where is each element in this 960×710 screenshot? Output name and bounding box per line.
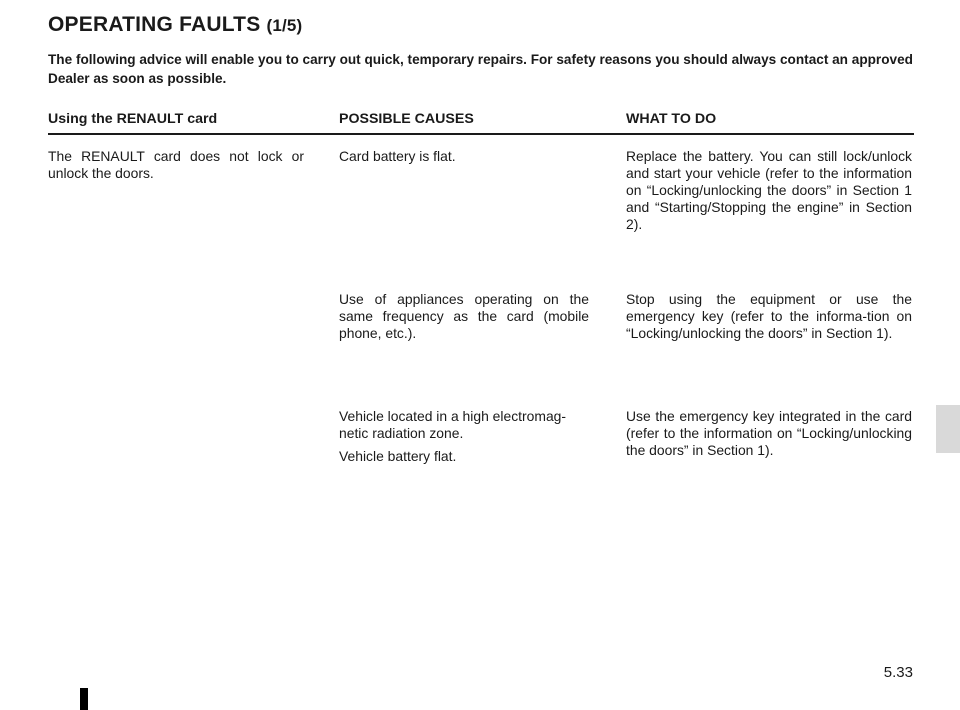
action-emergency-key: Use the emergency key integrated in the card (refer to the information on “Locking/unlocking the doors” in Section 1). xyxy=(626,408,912,458)
section-side-tab xyxy=(936,405,960,453)
page-title xyxy=(48,13,302,37)
intro-text: The following advice will enable you to carry out quick, temporary repairs. For safety reasons you should always contact an approved Dealer as soon as possible. xyxy=(48,52,913,86)
action-stop-equipment: Stop using the equipment or use the emergency key (refer to the informa-tion on “Locking/unlocking the doors” in Section 1). xyxy=(626,291,912,341)
title-part: (1/5) xyxy=(266,16,303,35)
cause-vehicle-battery: Vehicle battery flat. xyxy=(339,448,457,464)
action-replace-battery: Replace the battery. You can still lock/unlock and start your vehicle (refer to the information on “Locking/unlocking the doors” in Section 1 and “Starting/Stopping the engine” in Section 2). xyxy=(626,148,912,232)
cause-radiation-zone: Vehicle located in a high electromag-netic radiation zone. xyxy=(339,408,567,441)
column-header-fault: Using the RENAULT card xyxy=(48,111,218,127)
column-header-action: WHAT TO DO xyxy=(626,111,717,127)
title-text: OPERATING FAULTS xyxy=(48,13,261,36)
header-divider xyxy=(48,133,914,135)
cause-appliances: Use of appliances operating on the same frequency as the card (mobile phone, etc.). xyxy=(339,291,589,341)
corner-marker xyxy=(80,688,88,710)
fault-description: The RENAULT card does not lock or unlock the doors. xyxy=(48,148,304,181)
column-header-causes: POSSIBLE CAUSES xyxy=(339,111,474,127)
page-number: 5.33 xyxy=(883,664,913,681)
cause-card-battery: Card battery is flat. xyxy=(339,148,456,164)
